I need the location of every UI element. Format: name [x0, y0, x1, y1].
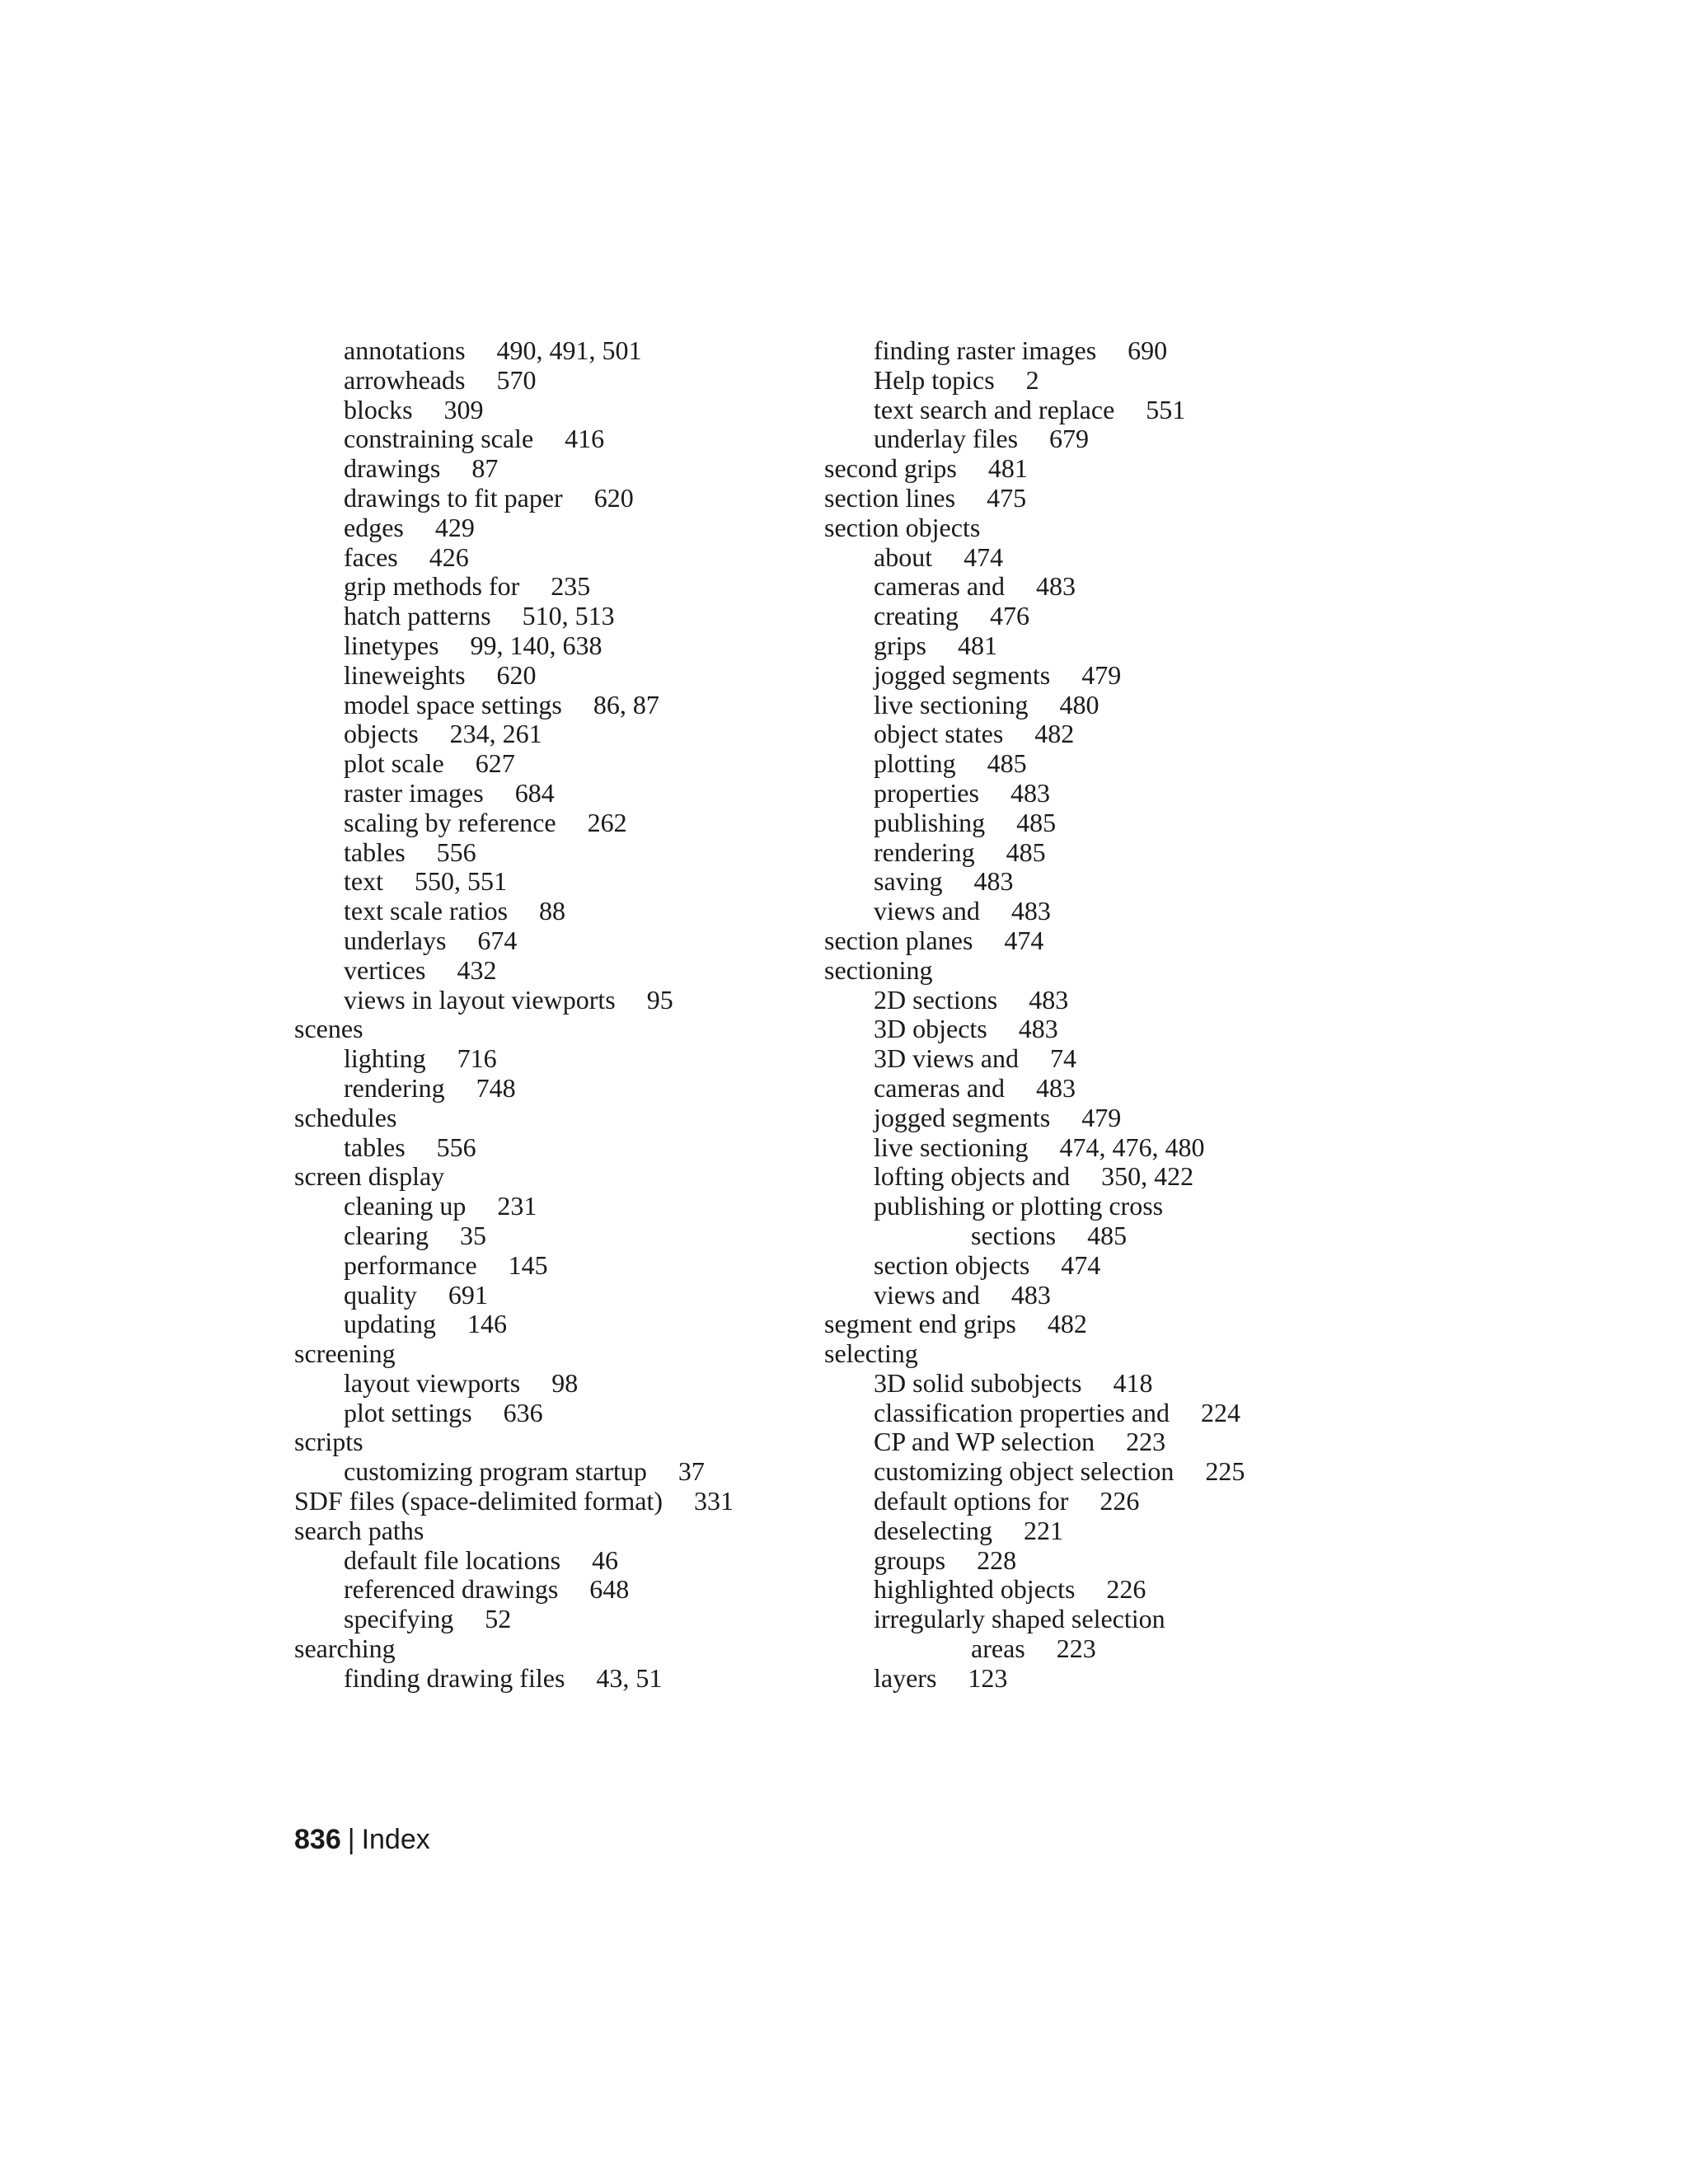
index-term: publishing: [874, 807, 986, 837]
index-page-refs: 483: [1018, 1014, 1058, 1044]
page-number: 836: [294, 1824, 341, 1855]
index-term: Help topics: [874, 364, 995, 395]
index-subentry: [294, 1546, 734, 1576]
index-page-refs: 226: [1100, 1486, 1140, 1516]
index-page-refs: 481: [987, 453, 1028, 484]
index-page-refs: 490, 491, 501: [496, 335, 642, 365]
index-page-refs: 99, 140, 638: [470, 630, 603, 660]
index-page-refs: 37: [678, 1456, 705, 1487]
index-subentry: [824, 1221, 1245, 1251]
index-term: deselecting: [874, 1515, 992, 1545]
index-term: views and: [874, 1279, 980, 1310]
index-subentry: [294, 1133, 734, 1163]
index-page-refs: 556: [436, 1132, 476, 1162]
index-subentry: [294, 396, 734, 425]
index-page-refs: 550, 551: [414, 866, 507, 897]
index-term: drawings to fit paper: [344, 482, 563, 513]
footer-section-title: Index: [361, 1824, 430, 1855]
index-subentry: [824, 1634, 1245, 1664]
index-page-refs: 74: [1049, 1043, 1076, 1074]
index-term: quality: [344, 1279, 417, 1310]
index-term: cameras and: [874, 1072, 1006, 1103]
index-subentry: [824, 424, 1245, 454]
index-entry: [824, 1310, 1245, 1339]
index-term: text scale ratios: [344, 896, 509, 926]
index-subentry: [824, 1664, 1245, 1694]
index-term: lighting: [344, 1043, 426, 1074]
index-page-refs: 46: [592, 1544, 619, 1575]
index-page-refs: 235: [551, 571, 591, 602]
index-page-refs: 432: [457, 954, 497, 985]
index-term: drawings: [344, 453, 441, 484]
index-page-refs: 35: [460, 1220, 487, 1250]
index-page-refs: 123: [968, 1662, 1008, 1693]
index-page-refs: 679: [1049, 424, 1090, 454]
index-subentry: [824, 572, 1245, 602]
index-term: selecting: [824, 1338, 918, 1369]
index-page-refs: 95: [646, 984, 673, 1015]
index-term: model space settings: [344, 689, 562, 719]
index-term: live sectioning: [874, 689, 1029, 719]
index-term: CP and WP selection: [874, 1427, 1095, 1457]
index-subentry: [294, 1310, 734, 1339]
footer-separator: |: [347, 1824, 355, 1855]
index-term: referenced drawings: [344, 1574, 559, 1605]
index-page-refs: 627: [475, 748, 515, 779]
index-term: searching: [294, 1633, 396, 1664]
index-page-refs: 480: [1059, 689, 1100, 719]
index-page-refs: 474: [1004, 925, 1044, 955]
index-subentry: [294, 1605, 734, 1634]
index-page-refs: 221: [1023, 1515, 1063, 1545]
index-term: rendering: [874, 837, 975, 867]
index-term: lineweights: [344, 659, 466, 690]
index-subentry: [294, 424, 734, 454]
index-subentry: [294, 1575, 734, 1605]
index-page-refs: 636: [503, 1397, 543, 1427]
index-page-refs: 43, 51: [596, 1662, 663, 1693]
index-term: specifying: [344, 1604, 454, 1634]
index-subentry: [294, 986, 734, 1015]
index-term: finding drawing files: [344, 1662, 565, 1693]
index-term: performance: [344, 1249, 477, 1280]
index-page-refs: 331: [693, 1486, 734, 1516]
index-page-refs: 485: [1087, 1220, 1128, 1250]
index-term: SDF files (space-delimited format): [294, 1486, 663, 1516]
index-page-refs: 479: [1081, 1102, 1122, 1132]
index-term: scaling by reference: [344, 807, 556, 837]
index-term: lofting objects and: [874, 1161, 1071, 1192]
index-term: search paths: [294, 1515, 424, 1545]
index-term: publishing or plotting cross: [874, 1191, 1164, 1221]
index-page-refs: 426: [429, 541, 469, 572]
index-entry: [294, 1162, 734, 1192]
index-term: updating: [344, 1309, 436, 1339]
index-subentry: [294, 926, 734, 956]
index-page-refs: 224: [1200, 1397, 1240, 1427]
index-term: vertices: [344, 954, 426, 985]
index-page-refs: 485: [987, 748, 1027, 779]
index-entry: [294, 1104, 734, 1133]
index-page-refs: 483: [1036, 1072, 1076, 1103]
index-page-refs: 476: [990, 601, 1030, 631]
index-term: layout viewports: [344, 1367, 521, 1398]
index-page-refs: 483: [1036, 571, 1076, 602]
index-page-refs: 620: [593, 482, 634, 513]
index-entry: [824, 926, 1245, 956]
index-term: constraining scale: [344, 424, 534, 454]
index-term: annotations: [344, 335, 466, 365]
index-term: screen display: [294, 1161, 445, 1192]
index-subentry: [824, 1251, 1245, 1281]
index-term: object states: [874, 719, 1004, 749]
index-subentry: [824, 838, 1245, 868]
index-term: clearing: [344, 1220, 429, 1250]
index-term: second grips: [824, 453, 957, 484]
index-term: hatch patterns: [344, 601, 491, 631]
index-subentry: [824, 366, 1245, 396]
index-term: irregularly shaped selection: [874, 1604, 1165, 1634]
index-subentry: [294, 1192, 734, 1221]
index-subentry: [824, 1162, 1245, 1192]
index-term: section objects: [874, 1249, 1030, 1280]
index-entry: [294, 1339, 734, 1369]
index-subentry: [294, 691, 734, 720]
index-page-refs: 146: [467, 1309, 507, 1339]
index-term: sections: [971, 1220, 1057, 1250]
index-subentry: [294, 1457, 734, 1487]
index-term: finding raster images: [874, 335, 1097, 365]
index-page-refs: 88: [539, 896, 566, 926]
index-term: objects: [344, 719, 419, 749]
index-term: scripts: [294, 1427, 363, 1457]
index-page-refs: 223: [1126, 1427, 1166, 1457]
index-entry: [294, 1516, 734, 1546]
index-page-refs: 551: [1146, 394, 1186, 424]
index-term: default options for: [874, 1486, 1069, 1516]
index-term: scenes: [294, 1014, 363, 1044]
index-term: section planes: [824, 925, 973, 955]
index-page-refs: 483: [1010, 777, 1050, 808]
index-term: plot settings: [344, 1397, 472, 1427]
index-subentry: [824, 1015, 1245, 1044]
index-term: schedules: [294, 1102, 397, 1132]
index-column-right: [824, 336, 1245, 1694]
index-subentry: [824, 986, 1245, 1015]
index-term: faces: [344, 541, 398, 572]
index-page-refs: 2: [1025, 364, 1039, 395]
index-subentry: [294, 897, 734, 926]
index-page-refs: 145: [508, 1249, 548, 1280]
index-term: grip methods for: [344, 571, 520, 602]
index-term: properties: [874, 777, 979, 808]
index-page-refs: 231: [497, 1191, 537, 1221]
index-term: tables: [344, 837, 406, 867]
index-subentry: [824, 602, 1245, 631]
index-term: default file locations: [344, 1544, 561, 1575]
index-subentry: [294, 661, 734, 691]
index-term: section lines: [824, 482, 956, 513]
index-page-refs: 485: [1016, 807, 1057, 837]
index-term: text: [344, 866, 383, 897]
index-page-refs: 485: [1006, 837, 1046, 867]
index-entry: [824, 1339, 1245, 1369]
index-page-refs: 481: [958, 630, 997, 660]
index-term: blocks: [344, 394, 413, 424]
index-subentry: [824, 779, 1245, 808]
index-subentry: [824, 1104, 1245, 1133]
index-page-refs: 350, 422: [1101, 1161, 1194, 1192]
index-page-refs: 483: [1010, 896, 1051, 926]
index-term: jogged segments: [874, 1102, 1051, 1132]
index-term: rendering: [344, 1072, 445, 1103]
index-subentry: [294, 1369, 734, 1399]
index-term: section objects: [824, 512, 981, 542]
index-term: arrowheads: [344, 364, 466, 395]
index-subentry: [824, 1133, 1245, 1163]
index-page-refs: 483: [1029, 984, 1069, 1015]
index-subentry: [824, 1044, 1245, 1074]
index-page-refs: 648: [589, 1574, 630, 1605]
index-page-refs: 510, 513: [522, 601, 615, 631]
index-page-refs: 479: [1081, 659, 1122, 690]
index-subentry: [294, 602, 734, 631]
index-term: cameras and: [874, 571, 1006, 602]
index-subentry: [294, 513, 734, 543]
index-subentry: [824, 719, 1245, 749]
index-page-refs: 228: [977, 1544, 1017, 1575]
index-subentry: [824, 1516, 1245, 1546]
index-term: 3D views and: [874, 1043, 1019, 1074]
index-subentry: [294, 808, 734, 838]
index-term: cleaning up: [344, 1191, 467, 1221]
index-subentry: [294, 336, 734, 366]
index-subentry: [824, 1427, 1245, 1457]
index-term: saving: [874, 866, 943, 897]
index-subentry: [824, 808, 1245, 838]
index-subentry: [824, 749, 1245, 779]
index-subentry: [824, 1487, 1245, 1516]
index-subentry: [824, 691, 1245, 720]
index-subentry: [294, 838, 734, 868]
index-term: views in layout viewports: [344, 984, 616, 1015]
page-footer: [294, 1823, 430, 1856]
index-page-refs: 429: [434, 512, 475, 542]
index-subentry: [294, 1251, 734, 1281]
index-term: layers: [874, 1662, 937, 1693]
index-page-refs: 570: [496, 364, 537, 395]
index-subentry: [824, 1074, 1245, 1104]
index-entry: [294, 1487, 734, 1516]
index-entry: [824, 454, 1245, 484]
index-entry: [824, 484, 1245, 513]
index-page-refs: 482: [1034, 719, 1075, 749]
index-entry: [294, 1634, 734, 1664]
index-subentry: [824, 396, 1245, 425]
index-subentry: [824, 1457, 1245, 1487]
index-term: plotting: [874, 748, 956, 779]
index-subentry: [294, 1399, 734, 1428]
index-subentry: [824, 1575, 1245, 1605]
index-term: edges: [344, 512, 404, 542]
index-page-refs: 620: [496, 659, 537, 690]
index-page-refs: 98: [551, 1367, 579, 1398]
index-page-refs: 483: [1010, 1279, 1051, 1310]
index-subentry: [824, 543, 1245, 573]
index-term: linetypes: [344, 630, 439, 660]
index-page-refs: 223: [1056, 1633, 1096, 1664]
index-page-refs: 475: [987, 482, 1027, 513]
index-term: jogged segments: [874, 659, 1051, 690]
index-term: about: [874, 541, 933, 572]
index-term: underlay files: [874, 424, 1019, 454]
index-page-refs: 716: [457, 1043, 497, 1074]
index-term: text search and replace: [874, 394, 1115, 424]
index-subentry: [294, 1044, 734, 1074]
index-page-refs: 262: [587, 807, 627, 837]
index-page-refs: 225: [1205, 1456, 1245, 1487]
index-page-refs: 87: [471, 453, 499, 484]
index-subentry: [294, 1074, 734, 1104]
index-subentry: [294, 454, 734, 484]
index-term: segment end grips: [824, 1309, 1016, 1339]
index-term: grips: [874, 630, 926, 660]
index-subentry: [294, 543, 734, 573]
index-subentry: [294, 484, 734, 513]
index-page-refs: 474: [1061, 1249, 1101, 1280]
index-subentry: [294, 572, 734, 602]
index-subentry: [824, 1399, 1245, 1428]
index-page-refs: 474: [964, 541, 1004, 572]
index-page-refs: 86, 87: [593, 689, 659, 719]
index-term: customizing object selection: [874, 1456, 1175, 1487]
index-term: classification properties and: [874, 1397, 1170, 1427]
index-page-refs: 748: [476, 1072, 516, 1103]
index-term: 2D sections: [874, 984, 998, 1015]
index-subentry: [824, 1605, 1245, 1634]
index-subentry: [824, 867, 1245, 897]
index-subentry: [824, 631, 1245, 661]
index-page-refs: 416: [565, 424, 605, 454]
index-subentry: [824, 661, 1245, 691]
index-entry: [294, 1015, 734, 1044]
index-term: 3D objects: [874, 1014, 987, 1044]
index-page-refs: 483: [973, 866, 1014, 897]
index-entry: [824, 956, 1245, 986]
index-term: underlays: [344, 925, 447, 955]
index-page-refs: 309: [443, 394, 484, 424]
index-entry: [824, 513, 1245, 543]
index-term: customizing program startup: [344, 1456, 647, 1487]
index-subentry: [294, 867, 734, 897]
index-term: 3D solid subobjects: [874, 1367, 1082, 1398]
index-term: screening: [294, 1338, 396, 1369]
index-page-refs: 684: [514, 777, 555, 808]
index-page-refs: 482: [1047, 1309, 1087, 1339]
index-subentry: [824, 1192, 1245, 1221]
index-subentry: [294, 719, 734, 749]
index-page-refs: 556: [436, 837, 476, 867]
index-term: tables: [344, 1132, 406, 1162]
index-term: sectioning: [824, 954, 933, 985]
index-term: views and: [874, 896, 980, 926]
index-page-refs: 690: [1128, 335, 1168, 365]
index-page-refs: 691: [448, 1279, 488, 1310]
index-subentry: [824, 1281, 1245, 1310]
index-subentry: [294, 956, 734, 986]
index-page-refs: 226: [1106, 1574, 1146, 1605]
index-term: areas: [971, 1633, 1025, 1664]
index-column-left: [294, 336, 734, 1694]
index-subentry: [294, 1281, 734, 1310]
index-subentry: [824, 336, 1245, 366]
index-entry: [294, 1427, 734, 1457]
index-subentry: [294, 1221, 734, 1251]
index-subentry: [294, 631, 734, 661]
index-term: live sectioning: [874, 1132, 1029, 1162]
index-subentry: [294, 1664, 734, 1694]
index-subentry: [824, 897, 1245, 926]
index-subentry: [294, 749, 734, 779]
index-term: plot scale: [344, 748, 444, 779]
index-page-refs: 52: [485, 1604, 512, 1634]
index-page-refs: 674: [477, 925, 518, 955]
index-subentry: [294, 779, 734, 808]
index-page-refs: 418: [1113, 1367, 1153, 1398]
index-page-refs: 234, 261: [449, 719, 542, 749]
index-term: raster images: [344, 777, 484, 808]
index-page-refs: 474, 476, 480: [1059, 1132, 1205, 1162]
index-subentry: [824, 1369, 1245, 1399]
index-term: highlighted objects: [874, 1574, 1076, 1605]
index-subentry: [294, 366, 734, 396]
index-term: groups: [874, 1544, 946, 1575]
index-subentry: [824, 1546, 1245, 1576]
index-term: creating: [874, 601, 959, 631]
